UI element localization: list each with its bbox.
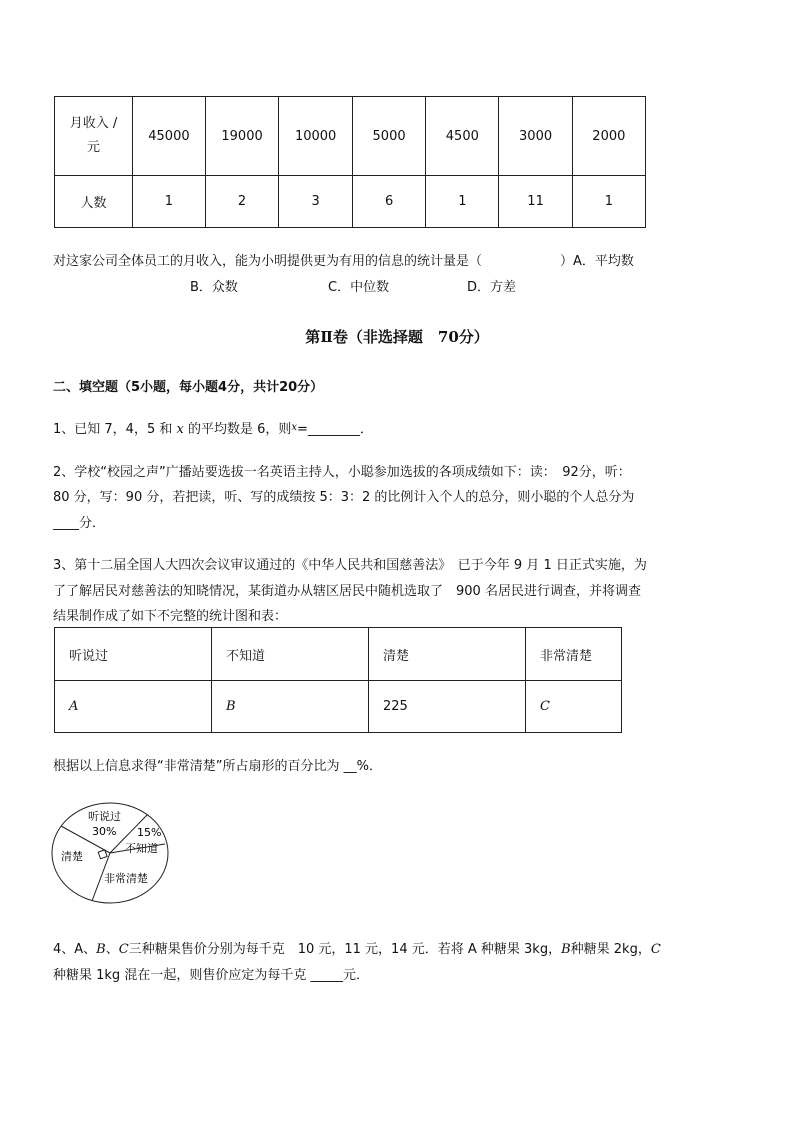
variable-x: x <box>176 422 184 437</box>
prev-question-stem: 对这家公司全体员工的月收入，能为小明提供更为有用的信息的统计量是（ ）A．平均数 <box>53 254 634 269</box>
count-value: 2 <box>205 176 279 228</box>
count-value: 1 <box>572 176 645 228</box>
question-1: 1、已知 7，4，5 和 x 的平均数是 6，则$^x$=________． <box>53 422 373 437</box>
count-value: 1 <box>133 176 206 228</box>
survey-table <box>54 627 622 733</box>
survey-value-heard: A <box>55 681 212 733</box>
question-4-line-2: 种糖果 1kg 混在一起，则售价应定为每千克 _____元． <box>53 968 369 983</box>
count-value: 6 <box>352 176 425 228</box>
survey-header-very-clear: 非常清楚 <box>526 628 622 681</box>
pie-label-unknown: 不知道 <box>125 842 158 855</box>
survey-value-unknown: B <box>212 681 369 733</box>
income-header-cell <box>55 97 133 176</box>
survey-value-very-clear: C <box>526 681 622 733</box>
pie-chart <box>48 798 174 906</box>
income-table <box>54 96 646 228</box>
question-2-line-3: ____分． <box>53 516 106 531</box>
question-3-line-2: 了了解居民对慈善法的知晓情况，某街道办从辖区居民中随机选取了 900 名居民进行调查，并将调查 <box>53 584 641 599</box>
pie-label-heard-pct: 30% <box>92 825 117 838</box>
prev-question-option-d: D．方差 <box>467 280 517 295</box>
count-value: 11 <box>499 176 572 228</box>
prev-question-option-c: C．中位数 <box>328 280 390 295</box>
income-value: 45000 <box>133 97 206 176</box>
question-2-line-2: 80 分，写：90 分，若把读，听、写的成绩按 5：3：2 的比例计入个人的总分，则小聪的个人总分为 <box>53 490 635 505</box>
income-value: 19000 <box>205 97 279 176</box>
income-value: 10000 <box>279 97 353 176</box>
question-3-prompt: 根据以上信息求得“非常清楚”所占扇形的百分比为 __%． <box>53 759 382 774</box>
variable-x: x <box>291 422 298 433</box>
section-title: 第Ⅱ卷（非选择题 70分） <box>305 328 489 346</box>
income-header-line2: 元 <box>87 140 101 155</box>
question-3-line-1: 3、第十二届全国人大四次会议审议通过的《中华人民共和国慈善法》 已于今年 9 月 1 日正式实施，为 <box>53 558 647 573</box>
income-header-line1: 月收入 / <box>69 116 118 131</box>
question-4-line-1: 4、A、B、C三种糖果售价分别为每千克 10 元，11 元，14 元．若将 A 种糖果 3kg，B种糖果 2kg，C <box>53 942 661 957</box>
survey-header-clear: 清楚 <box>369 628 526 681</box>
survey-value-clear: 225 <box>369 681 526 733</box>
income-value: 3000 <box>499 97 572 176</box>
count-header-cell: 人数 <box>55 176 133 228</box>
survey-header-unknown: 不知道 <box>212 628 369 681</box>
pie-label-very-clear: 非常清楚 <box>104 872 148 885</box>
pie-label-unknown-pct: 15% <box>137 826 162 839</box>
survey-header-heard: 听说过 <box>55 628 212 681</box>
income-value: 4500 <box>426 97 499 176</box>
count-value: 1 <box>426 176 499 228</box>
question-3-line-3: 结果制作成了如下不完整的统计图和表： <box>53 609 288 624</box>
prev-question-option-b: B．众数 <box>190 280 238 295</box>
count-value: 3 <box>279 176 353 228</box>
income-value: 5000 <box>352 97 425 176</box>
section-heading: 二、填空题（5小题，每小题4分，共计20分） <box>53 380 324 395</box>
pie-label-heard: 听说过 <box>88 810 121 823</box>
question-2-line-1: 2、学校“校园之声”广播站要选拔一名英语主持人，小聪参加选拔的各项成绩如下：读： 92分，听： <box>53 465 631 480</box>
income-value: 2000 <box>572 97 645 176</box>
pie-label-clear: 清楚 <box>61 850 83 863</box>
